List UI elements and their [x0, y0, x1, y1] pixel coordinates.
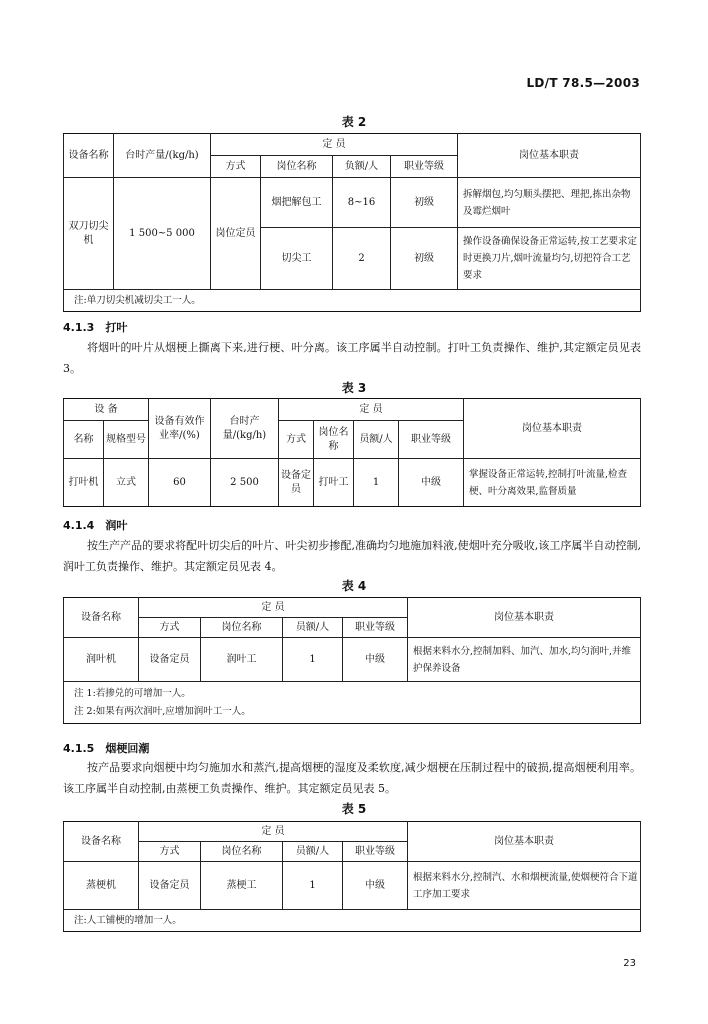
table5-header-method: 方式 — [139, 842, 201, 862]
table5-header-equip-name: 设备名称 — [64, 822, 139, 862]
table4-notes — [64, 682, 641, 724]
table4-header-level: 职业等级 — [343, 618, 408, 638]
table3-header-staffing: 定 员 — [279, 399, 464, 421]
section-4-1-4-text: 按生产产品的要求将配叶切尖后的叶片、叶尖初步掺配,准确均匀地施加料液,使烟叶充分吸收,该工序属半自动控制,润叶工负责操作、维护。其定额定员见表 4。 — [63, 539, 641, 573]
table4-cell-equip: 润叶机 — [64, 638, 139, 682]
table4-cell-level: 中级 — [343, 638, 408, 682]
table5-cell-quota: 1 — [283, 862, 343, 910]
table2-header-method: 方式 — [211, 156, 261, 178]
table4-cell-method: 设备定员 — [139, 638, 201, 682]
table3-cell-capacity: 2 500 — [211, 459, 279, 507]
table5-cell-level: 中级 — [343, 862, 408, 910]
section-4-1-3-text: 将烟叶的叶片从烟梗上撕离下来,进行梗、叶分离。该工序属半自动控制。打叶工负责操作、维护,其定额定员见表 3。 — [63, 341, 641, 375]
table3-header-quota: 员额/人 — [354, 421, 399, 459]
table4-cell-quota: 1 — [283, 638, 343, 682]
table3-header-capacity: 台时产量/(kg/h) — [211, 399, 279, 459]
table5-header-post: 岗位名称 — [201, 842, 283, 862]
table5-header-quota: 员额/人 — [283, 842, 343, 862]
table2-header-quota: 负额/人 — [333, 156, 391, 178]
table5-cell-method: 设备定员 — [139, 862, 201, 910]
table5-note: 注:人工铺梗的增加一人。 — [64, 910, 641, 932]
table5-header-staffing: 定 员 — [139, 822, 408, 842]
table3-cell-method: 设备定员 — [279, 459, 314, 507]
section-4-1-4-heading: 4.1.4 润叶 — [63, 519, 128, 532]
table3-header-model: 规格型号 — [104, 421, 149, 459]
table3-caption: 表 3 — [341, 381, 367, 395]
table4-cell-post: 润叶工 — [201, 638, 283, 682]
table3-cell-duty: 掌握设备正常运转,控制打叶流量,检查梗、叶分离效果,监督质量 — [464, 459, 641, 507]
table2-header-duties: 岗位基本职责 — [458, 134, 641, 178]
table5-header-level: 职业等级 — [343, 842, 408, 862]
table2-header-capacity: 台时产量/(kg/h) — [114, 134, 211, 178]
table4-cell-duty: 根据来料水分,控制加料、加汽、加水,均匀润叶,并维护保养设备 — [408, 638, 641, 682]
table2-cell-capacity: 1 500~5 000 — [114, 178, 211, 290]
section-4-1-3-heading: 4.1.3 打叶 — [63, 321, 128, 334]
section-4-1-5-heading: 4.1.5 烟梗回潮 — [63, 742, 150, 755]
table4 — [63, 597, 641, 724]
table2-caption: 表 2 — [341, 115, 367, 129]
table2-cell-duty1: 拆解烟包,均匀顺头摆把、理把,拣出杂物及霉烂烟叶 — [458, 178, 641, 228]
table3-header-equip: 设 备 — [64, 399, 149, 421]
table2-cell-method: 岗位定员 — [211, 178, 261, 290]
table3 — [63, 398, 641, 507]
table3-cell-post: 打叶工 — [314, 459, 354, 507]
table3-header-name: 名称 — [64, 421, 104, 459]
table2-header-equip-name: 设备名称 — [64, 134, 114, 178]
table4-header-duties: 岗位基本职责 — [408, 598, 641, 638]
table5-header-duties: 岗位基本职责 — [408, 822, 641, 862]
table3-cell-eff: 60 — [149, 459, 211, 507]
table2-cell-equip: 双刀切尖机 — [64, 178, 114, 290]
table2-cell-quota2: 2 — [333, 228, 391, 290]
table2-header-post: 岗位名称 — [261, 156, 333, 178]
table3-header-post: 岗位名称 — [314, 421, 354, 459]
table2-cell-post2: 切尖工 — [261, 228, 333, 290]
table2 — [63, 133, 641, 312]
table2-cell-quota1: 8~16 — [333, 178, 391, 228]
table4-header-equip-name: 设备名称 — [64, 598, 139, 638]
standard-code: LD/T 78.5—2003 — [526, 76, 640, 90]
table3-cell-model: 立式 — [104, 459, 149, 507]
table4-caption: 表 4 — [341, 579, 367, 593]
table2-cell-post1: 烟把解包工 — [261, 178, 333, 228]
table3-cell-quota: 1 — [354, 459, 399, 507]
table3-cell-level: 中级 — [399, 459, 464, 507]
table2-note: 注:单刀切尖机减切尖工一人。 — [64, 290, 641, 312]
table4-header-method: 方式 — [139, 618, 201, 638]
table4-header-staffing: 定 员 — [139, 598, 408, 618]
table4-header-post: 岗位名称 — [201, 618, 283, 638]
table5-cell-duty: 根据来料水分,控制汽、水和烟梗流量,使烟梗符合下道工序加工要求 — [408, 862, 641, 910]
table4-note-2: 注 2:如果有两次润叶,应增加润叶工一人。 — [74, 705, 251, 717]
table5-cell-post: 蒸梗工 — [201, 862, 283, 910]
table5-caption: 表 5 — [341, 802, 367, 816]
section-4-1-5-text: 按产品要求向烟梗中均匀施加水和蒸汽,提高烟梗的湿度及柔软度,减少烟梗在压制过程中的破损,提高烟梗利用率。该工序属半自动控制,由蒸梗工负责操作、维护。其定额定员见表 5。 — [63, 761, 641, 795]
table4-note-1: 注 1:若掺兑的可增加一人。 — [74, 687, 191, 699]
table2-header-staffing: 定 员 — [211, 134, 458, 156]
table3-header-level: 职业等级 — [399, 421, 464, 459]
table2-header-level: 职业等级 — [391, 156, 458, 178]
page-number: 23 — [623, 958, 636, 969]
table2-cell-duty2: 操作设备确保设备正常运转,按工艺要求定时更换刀片,烟叶流量均匀,切把符合工艺要求 — [458, 228, 641, 290]
table2-cell-level1: 初级 — [391, 178, 458, 228]
table3-header-eff: 设备有效作业率/(%) — [149, 399, 211, 459]
table5 — [63, 821, 641, 932]
table5-cell-equip: 蒸梗机 — [64, 862, 139, 910]
table3-cell-name: 打叶机 — [64, 459, 104, 507]
table3-header-method: 方式 — [279, 421, 314, 459]
table3-header-duties: 岗位基本职责 — [464, 399, 641, 459]
table4-header-quota: 员额/人 — [283, 618, 343, 638]
table2-cell-level2: 初级 — [391, 228, 458, 290]
